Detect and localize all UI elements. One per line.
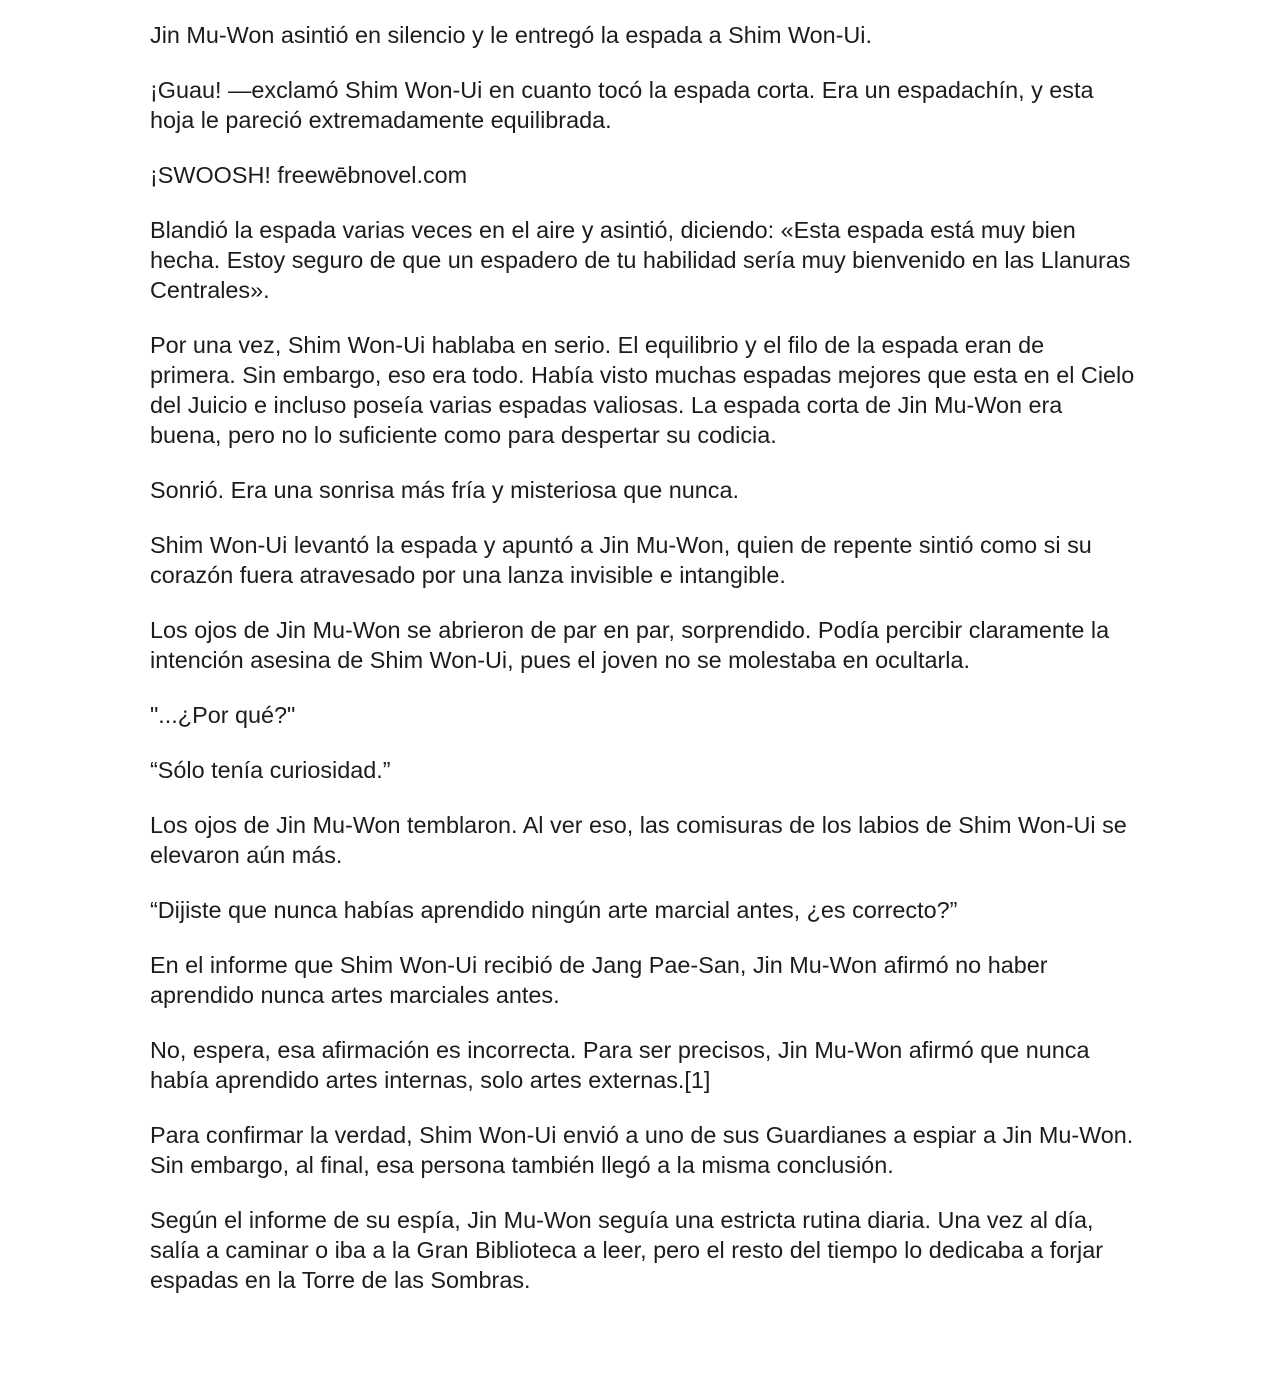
paragraph: Los ojos de Jin Mu-Won temblaron. Al ver eso, las comisuras de los labios de Shim Won-Ui se elevaron aún más. <box>150 812 1127 868</box>
paragraph: Según el informe de su espía, Jin Mu-Won seguía una estricta rutina diaria. Una vez al día, salía a caminar o iba a la Gran Biblioteca a leer, pero el resto del tiempo lo dedicaba a forjar espadas en la Torre de las Sombras. <box>150 1207 1104 1293</box>
paragraph: “Sólo tenía curiosidad.” <box>150 757 391 783</box>
paragraph: En el informe que Shim Won-Ui recibió de Jang Pae-San, Jin Mu-Won afirmó no haber aprendido nunca artes marciales antes. <box>150 952 1048 1008</box>
paragraph: Blandió la espada varias veces en el aire y asintió, diciendo: «Esta espada está muy bien hecha. Estoy seguro de que un espadero de tu habilidad sería muy bienvenido en las Llanuras Centrales». <box>150 217 1131 303</box>
paragraph: ¡SWOOSH! freewēbnovel.com <box>150 162 468 188</box>
paragraph: Sonrió. Era una sonrisa más fría y misteriosa que nunca. <box>150 477 739 503</box>
paragraph: Por una vez, Shim Won-Ui hablaba en serio. El equilibrio y el filo de la espada eran de primera. Sin embargo, eso era todo. Había visto muchas espadas mejores que esta en el Cielo del Juicio e incluso poseía varias espadas valiosas. La espada corta de Jin Mu-Won era buena, pero no lo suficiente como para despertar su codicia. <box>150 332 1135 448</box>
paragraph: Shim Won-Ui levantó la espada y apuntó a Jin Mu-Won, quien de repente sintió como si su corazón fuera atravesado por una lanza invisible e intangible. <box>150 532 1092 588</box>
paragraph: Jin Mu-Won asintió en silencio y le entregó la espada a Shim Won-Ui. <box>150 22 873 48</box>
paragraph: Los ojos de Jin Mu-Won se abrieron de par en par, sorprendido. Podía percibir claramente la intención asesina de Shim Won-Ui, pues el joven no se molestaba en ocultarla. <box>150 617 1110 673</box>
paragraph: “Dijiste que nunca habías aprendido ningún arte marcial antes, ¿es correcto?” <box>150 897 958 923</box>
paragraph: No, espera, esa afirmación es incorrecta. Para ser precisos, Jin Mu-Won afirmó que nunca había aprendido artes internas, solo artes externas.[1] <box>150 1037 1090 1093</box>
paragraph: "...¿Por qué?" <box>150 702 296 728</box>
paragraph: ¡Guau! —exclamó Shim Won-Ui en cuanto tocó la espada corta. Era un espadachín, y esta hoja le pareció extremadamente equilibrada. <box>150 77 1094 133</box>
paragraph: Para confirmar la verdad, Shim Won-Ui envió a uno de sus Guardianes a espiar a Jin Mu-Won. Sin embargo, al final, esa persona también llegó a la misma conclusión. <box>150 1122 1134 1178</box>
document-page <box>150 20 1135 1320</box>
